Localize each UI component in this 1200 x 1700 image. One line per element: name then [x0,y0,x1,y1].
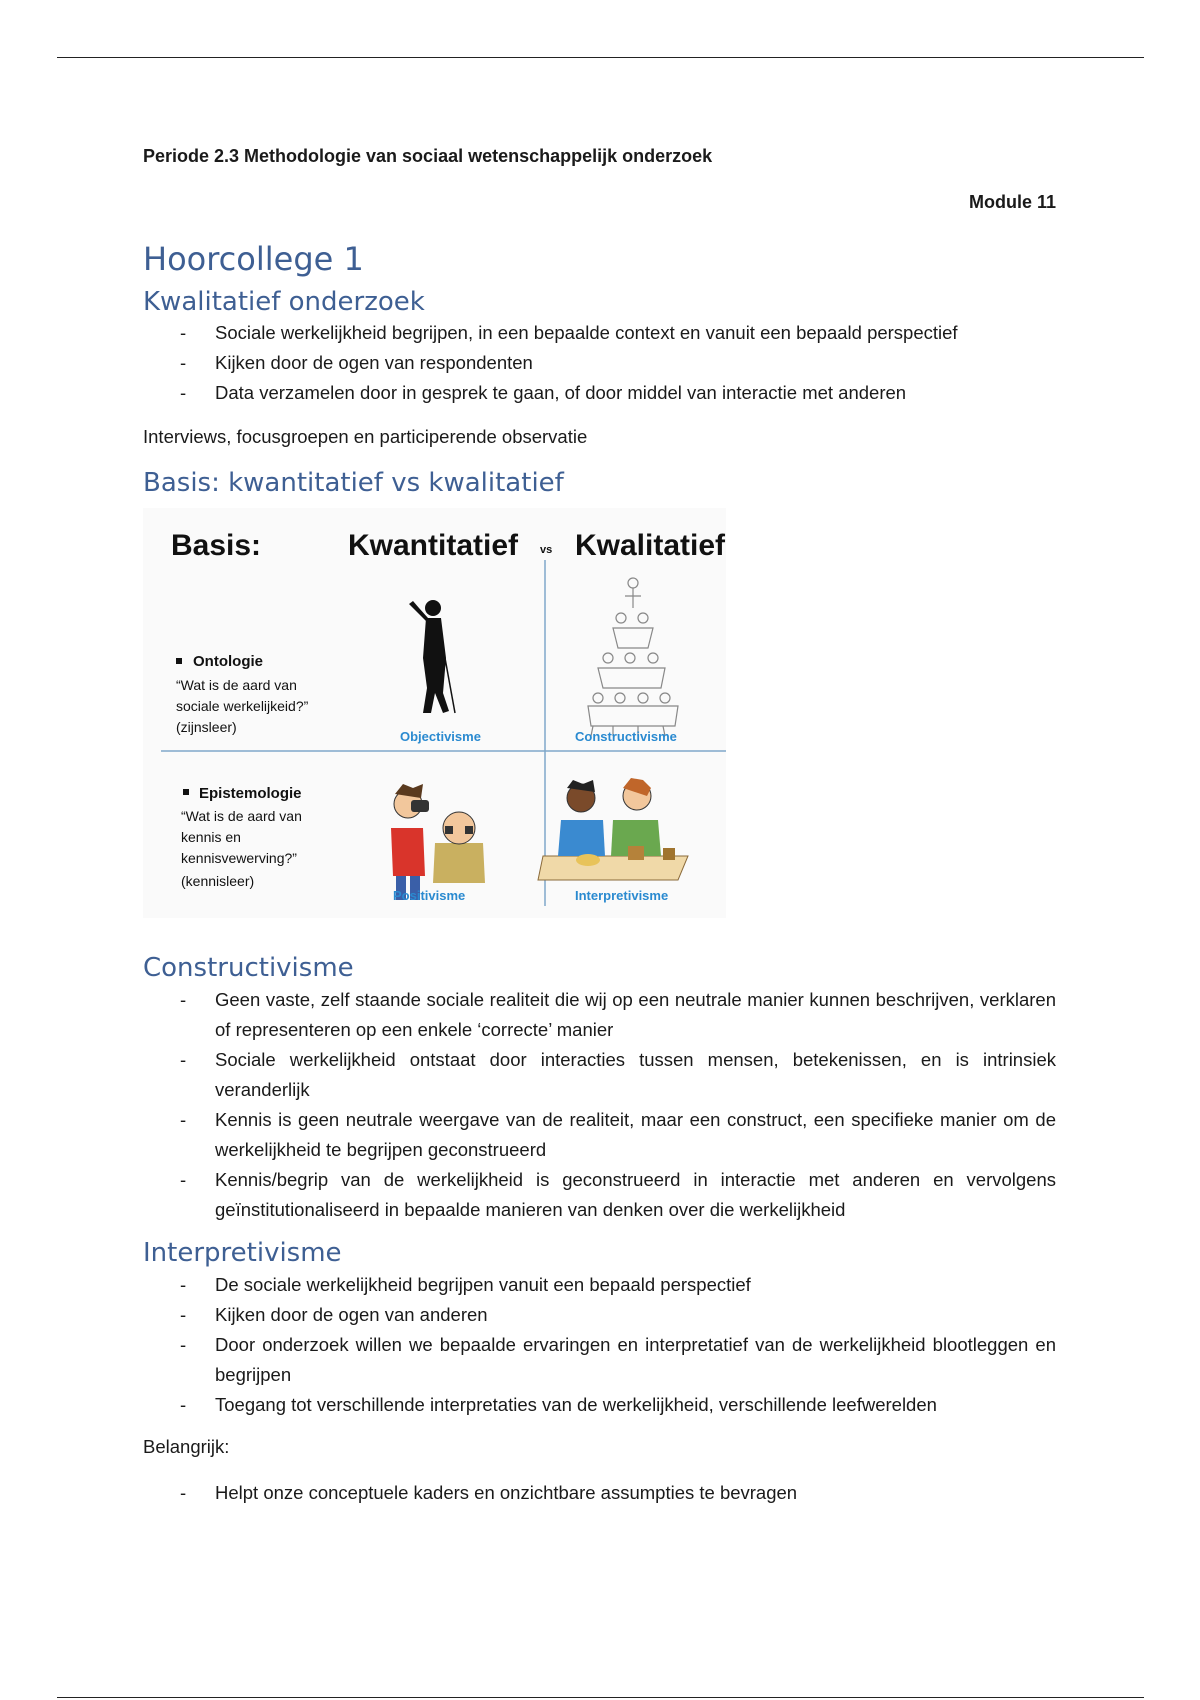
lecture-title: Hoorcollege 1 [143,240,364,278]
row2-question: (kennisleer) [181,873,255,889]
caption-positivisme: Positivisme [393,888,466,903]
heading-constructivisme: Constructivisme [143,953,354,983]
list-item: - Kijken door de ogen van respondenten [180,352,533,373]
list-item: - Kennis/begrip van de werkelijkheid is geconstrueerd in interactie met anderen en vervolgens geïnstitutionaliseerd in bepaalde manieren van denken over die werkelijkheid [180,1169,1056,1220]
heading-basis: Basis: kwantitatief vs kwalitatief [143,468,564,498]
list-important [143,1478,1056,1508]
caption-objectivisme: Objectivisme [400,729,481,744]
basis-figure-svg [143,508,726,918]
bullet-square [176,658,182,664]
heading-interpretivisme: Interpretivisme [143,1238,342,1268]
list-item: - Geen vaste, zelf staande sociale realiteit die wij op een neutrale manier kunnen beschrijven, verklaren of representeren op een enkele ‘correcte’ manier [180,989,1056,1040]
list-item: - Kijken door de ogen van anderen [180,1304,488,1325]
row2-label: Epistemologie [199,785,302,802]
row1-question: “Wat is de aard van [176,677,297,693]
list-item: - Data verzamelen door in gesprek te gaan, of door middel van interactie met anderen [180,382,907,403]
figure-col-right: Kwalitatief [575,529,726,562]
course-title: Periode 2.3 Methodologie van sociaal wetenschappelijk onderzoek [143,146,713,166]
basis-figure [143,508,726,918]
caption-constructivisme: Constructivisme [575,729,677,744]
list-constructivisme [143,985,1056,1225]
list-item: - Toegang tot verschillende interpretaties van de werkelijkheid, verschillende leefwerelden [180,1394,937,1415]
important-label: Belangrijk: [143,1436,230,1457]
row2-question: “Wat is de aard van [181,808,302,824]
row2-question: kennisvewerving?” [181,850,297,866]
list-item: - De sociale werkelijkheid begrijpen vanuit een bepaald perspectief [180,1274,751,1295]
figure-vs: vs [540,544,553,556]
row1-question: sociale werkelijkeid?” [176,698,309,714]
figure-col-left: Kwantitatief [348,529,519,562]
caption-interpretivisme: Interpretivisme [575,888,669,903]
top-rule [57,57,1144,58]
heading-kwalitatief: Kwalitatief onderzoek [143,287,425,317]
list-item: - Door onderzoek willen we bepaalde ervaringen en interpretatief van de werkelijkheid blootleggen en begrijpen [180,1334,1056,1385]
row2-question: kennis en [181,829,241,845]
list-item: - Helpt onze conceptuele kaders en onzichtbare assumpties te bevragen [180,1482,798,1503]
list-item: - Sociale werkelijkheid begrijpen, in een bepaalde context en vanuit een bepaald perspectief [180,322,958,343]
row1-question: (zijnsleer) [176,719,237,735]
list-item: - Kennis is geen neutrale weergave van de realiteit, maar een construct, een specifieke manier om de werkelijkheid te begrijpen geconstrueerd [180,1109,1056,1160]
methods-note: Interviews, focusgroepen en participerende observatie [143,426,588,447]
figure-title: Basis: [171,529,262,562]
list-kwalitatief [143,318,1056,408]
module-label: Module 11 [968,192,1056,212]
bullet-square [183,789,189,795]
bottom-rule [57,1697,1144,1698]
list-interpretivisme [143,1270,1056,1420]
list-item: - Sociale werkelijkheid ontstaat door interacties tussen mensen, betekenissen, en is intrinsiek veranderlijk [180,1049,1056,1100]
row1-label: Ontologie [193,653,263,670]
